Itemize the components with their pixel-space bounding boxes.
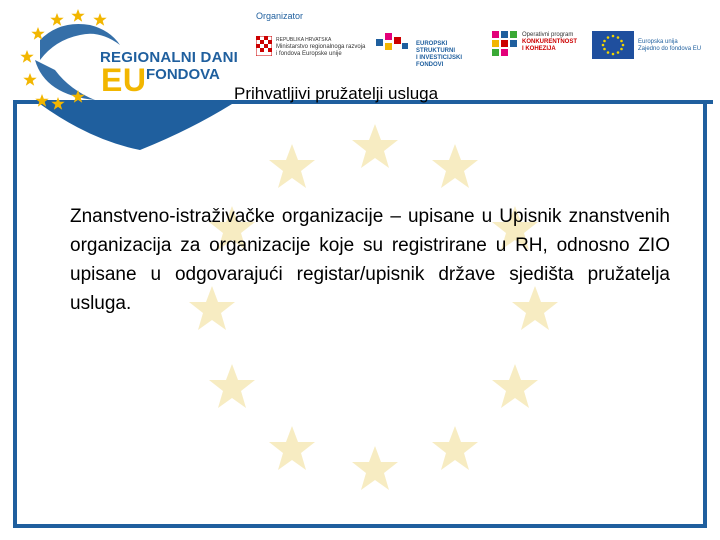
logo-eu: EU [101, 62, 147, 98]
sponsor-esif-line-1: EUROPSKI STRUKTURNI [416, 41, 455, 54]
sponsor-opkk-line-1: Operativni program [522, 32, 574, 38]
logo-regionalni-dani: REGIONALNI DANI [100, 49, 238, 66]
slide-title: Prihvatljivi pružatelji usluga [234, 84, 439, 103]
slide-body-text: Znanstveno-istraživačke organizacije – upisane u Upisnik znanstvenih organizacija za organizacije koje su registrirane u RH, odnosno ZIO upisane u odgovarajući registar/upisnik države sjedišta pružatelja usluga. [70, 206, 670, 314]
sponsor-ministry [256, 27, 366, 63]
sponsor-eu [592, 27, 707, 63]
sponsor-opkk [492, 27, 587, 63]
sponsor-eu-line-2: Zajedno do fondova EU [638, 46, 702, 52]
sponsor-esif-line-2: I INVESTICIJSKI FONDOVI [416, 55, 463, 68]
logo-fondova: FONDOVA [146, 66, 220, 83]
eu-flag-icon [592, 31, 634, 59]
croatia-coat-of-arms-icon [256, 36, 272, 56]
sponsor-eu-line-1: Europska unija [638, 39, 678, 45]
sponsor-ministry-line-2: Ministarstvo regionalnoga razvoja [276, 44, 366, 50]
sponsor-opkk-line-3: I KOHEZIJA [522, 46, 556, 52]
sponsor-esif [374, 27, 484, 68]
sponsor-ministry-line-1: REPUBLIKA HRVATSKA [276, 37, 332, 43]
sponsor-ministry-line-3: i fondova Europske unije [276, 51, 342, 57]
esif-logo-icon [374, 29, 414, 59]
organizator-label: Organizator [256, 11, 304, 21]
opkk-logo-icon [492, 31, 518, 57]
sponsor-opkk-line-2: KONKURENTNOST [522, 39, 577, 45]
